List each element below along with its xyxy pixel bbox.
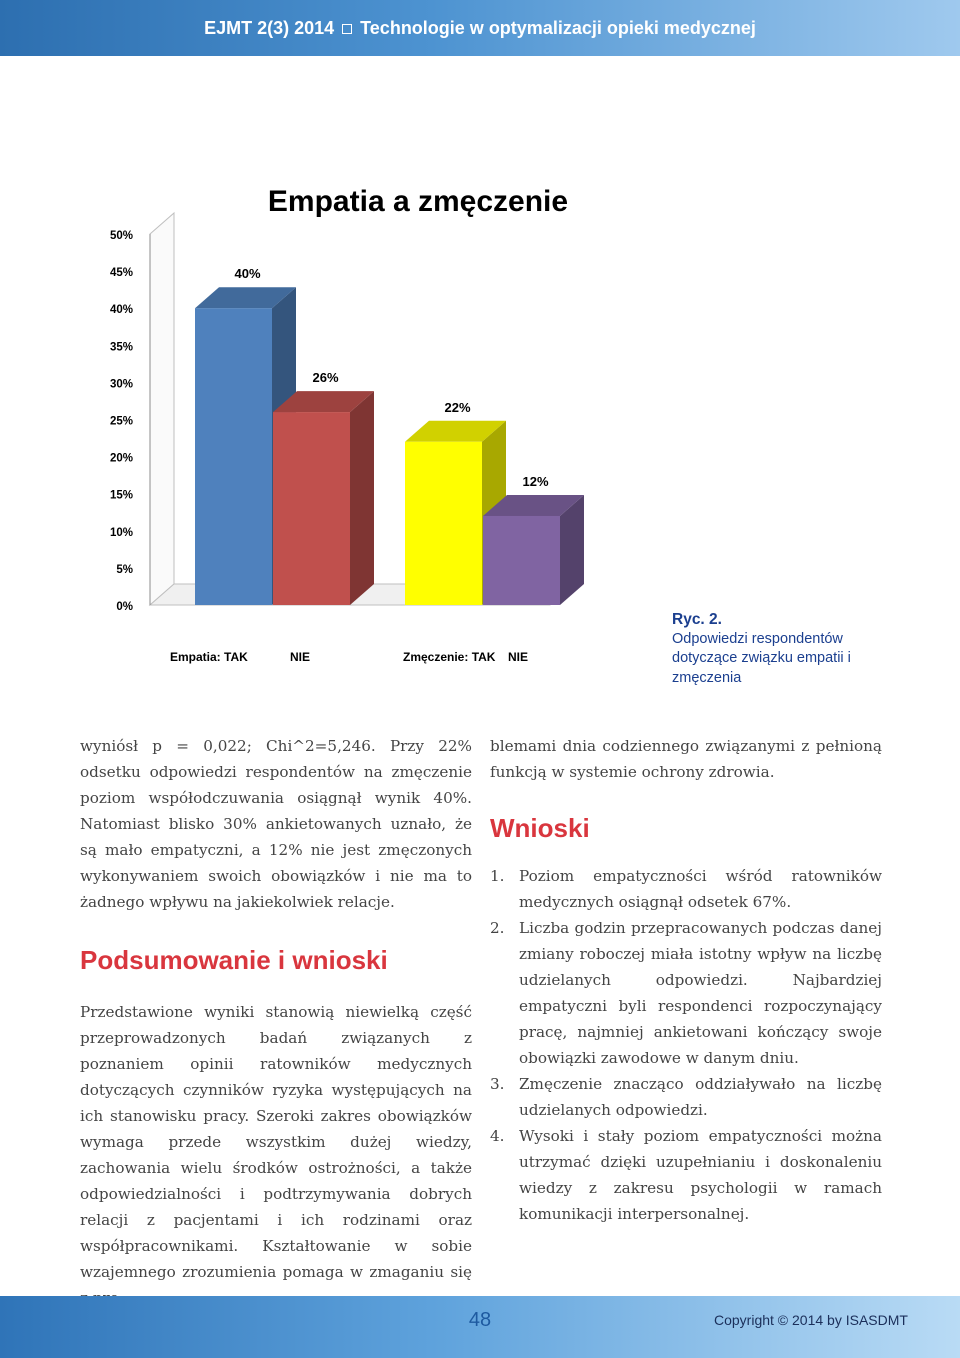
figure-caption-text: Odpowiedzi respondentów dotyczące związku empatii i zmęczenia (672, 630, 851, 686)
list-item-text: Liczba godzin przepracowanych podczas danej zmiany roboczej miała istotny wpływ na liczbę udzielanych odpowiedzi. Najbardziej empatyczni byli respondenci rozpoczynający pracę, najmniej ankietowani kończący swoje obowiązki zawodowe w danym dniu. (519, 919, 882, 1067)
list-item-number: 2. (490, 919, 505, 937)
list-item-text: Wysoki i stały poziom empatyczności można utrzymać dzięki uzupełnianiu i doskonaleniu wiedzy z zakresu psychologii w ramach komunikacji interpersonalnej. (519, 1127, 882, 1223)
y-tick-label: 0% (116, 601, 133, 613)
list-item-text: Zmęczenie znacząco oddziaływało na liczbę udzielanych odpowiedzi. (519, 1075, 882, 1119)
chart-bars (195, 266, 584, 605)
y-tick-label: 45% (109, 267, 133, 280)
bar-side (350, 391, 374, 605)
copyright-notice: Copyright © 2014 by ISASDMT (714, 1312, 908, 1328)
bar (273, 412, 350, 605)
bar-chart (95, 170, 655, 680)
running-header (0, 0, 960, 56)
page-number: 48 (468, 1309, 492, 1331)
section-title: Technologie w optymalizacji opieki medycznej (360, 18, 756, 38)
summary-heading: Podsumowanie i wnioski (80, 945, 388, 975)
y-tick-label: 50% (109, 230, 133, 242)
journal-name: EJMT 2(3) 2014 (204, 18, 335, 38)
bar-value-label: 26% (312, 370, 339, 386)
bar-value-label: 12% (522, 473, 549, 489)
conclusions-list (490, 863, 882, 1227)
x-category-label: Zmęczenie: TAK (403, 650, 496, 664)
bar-value-label: 40% (234, 266, 261, 282)
y-tick-label: 40% (109, 304, 133, 317)
bar (405, 442, 482, 605)
figure-number: Ryc. 2. (672, 611, 722, 628)
y-tick-label: 25% (109, 415, 133, 428)
separator-square-icon (342, 24, 352, 34)
list-item (490, 1071, 882, 1123)
chart-back-wall (150, 213, 174, 605)
list-item (490, 1123, 882, 1227)
conclusions-heading: Wnioski (490, 813, 590, 843)
list-item-number: 3. (490, 1075, 505, 1093)
bar-value-label: 22% (444, 399, 471, 415)
y-tick-label: 20% (109, 452, 133, 465)
chart-title: Empatia a zmęczenie (267, 185, 569, 218)
chart-tick-labels (110, 230, 133, 613)
chart-category-labels (170, 650, 528, 664)
right-column (490, 733, 882, 1227)
summary-paragraph: Przedstawione wyniki stanowią niewielką część przeprowadzonych badań związanych z poznaniem opinii ratowników medycznych dotyczących czynników ryzyka występujących na ich stanowisku pracy. Szeroki zakres obowiązków wymaga przede wszystkim dużej wiedzy, zachowania wielu środków ostrożności, a także odpowiedzialności i podtrzymywania dobrych relacji z pacjentami i ich rodzinami oraz współpracownikami. Kształtowanie w sobie wzajemnego zrozumienia pomaga w zmaganiu się (80, 1003, 472, 1281)
list-item-text: Poziom empatyczności wśród ratowników medycznych osiągnął odsetek 67%. (519, 867, 882, 911)
y-tick-label: 15% (109, 489, 133, 502)
bar (483, 516, 560, 605)
x-category-label: NIE (290, 650, 311, 664)
results-paragraph: wyniósł p = 0,022; Chi^2=5,246. Przy 22% odsetku odpowiedzi respondentów na zmęczenie poziom współodczuwania osiągnął wynik 40%. Natomiast blisko 30% ankietowanych uznało, że są mało empatyczni, a 12% nie jest zmęczonych wykonywaniem swoich obowiązków i nie ma to żadnego wpływu na jakiekolwiek relacje. (80, 737, 472, 911)
figure-caption (672, 610, 902, 688)
x-category-label: Empatia: TAK (170, 650, 248, 664)
y-tick-label: 5% (116, 563, 133, 576)
summary-continuation-paragraph: blemami dnia codziennego związanymi z pełnioną funkcją w systemie ochrony zdrowia. (490, 737, 882, 781)
list-item (490, 863, 882, 915)
bar (195, 308, 272, 605)
left-column (80, 733, 472, 1311)
y-tick-label: 10% (109, 526, 133, 539)
list-item-number: 4. (490, 1127, 505, 1145)
y-tick-label: 35% (109, 341, 133, 354)
list-item-number: 1. (490, 867, 505, 885)
y-tick-label: 30% (109, 378, 133, 391)
x-category-label: NIE (508, 650, 529, 664)
list-item (490, 915, 882, 1071)
